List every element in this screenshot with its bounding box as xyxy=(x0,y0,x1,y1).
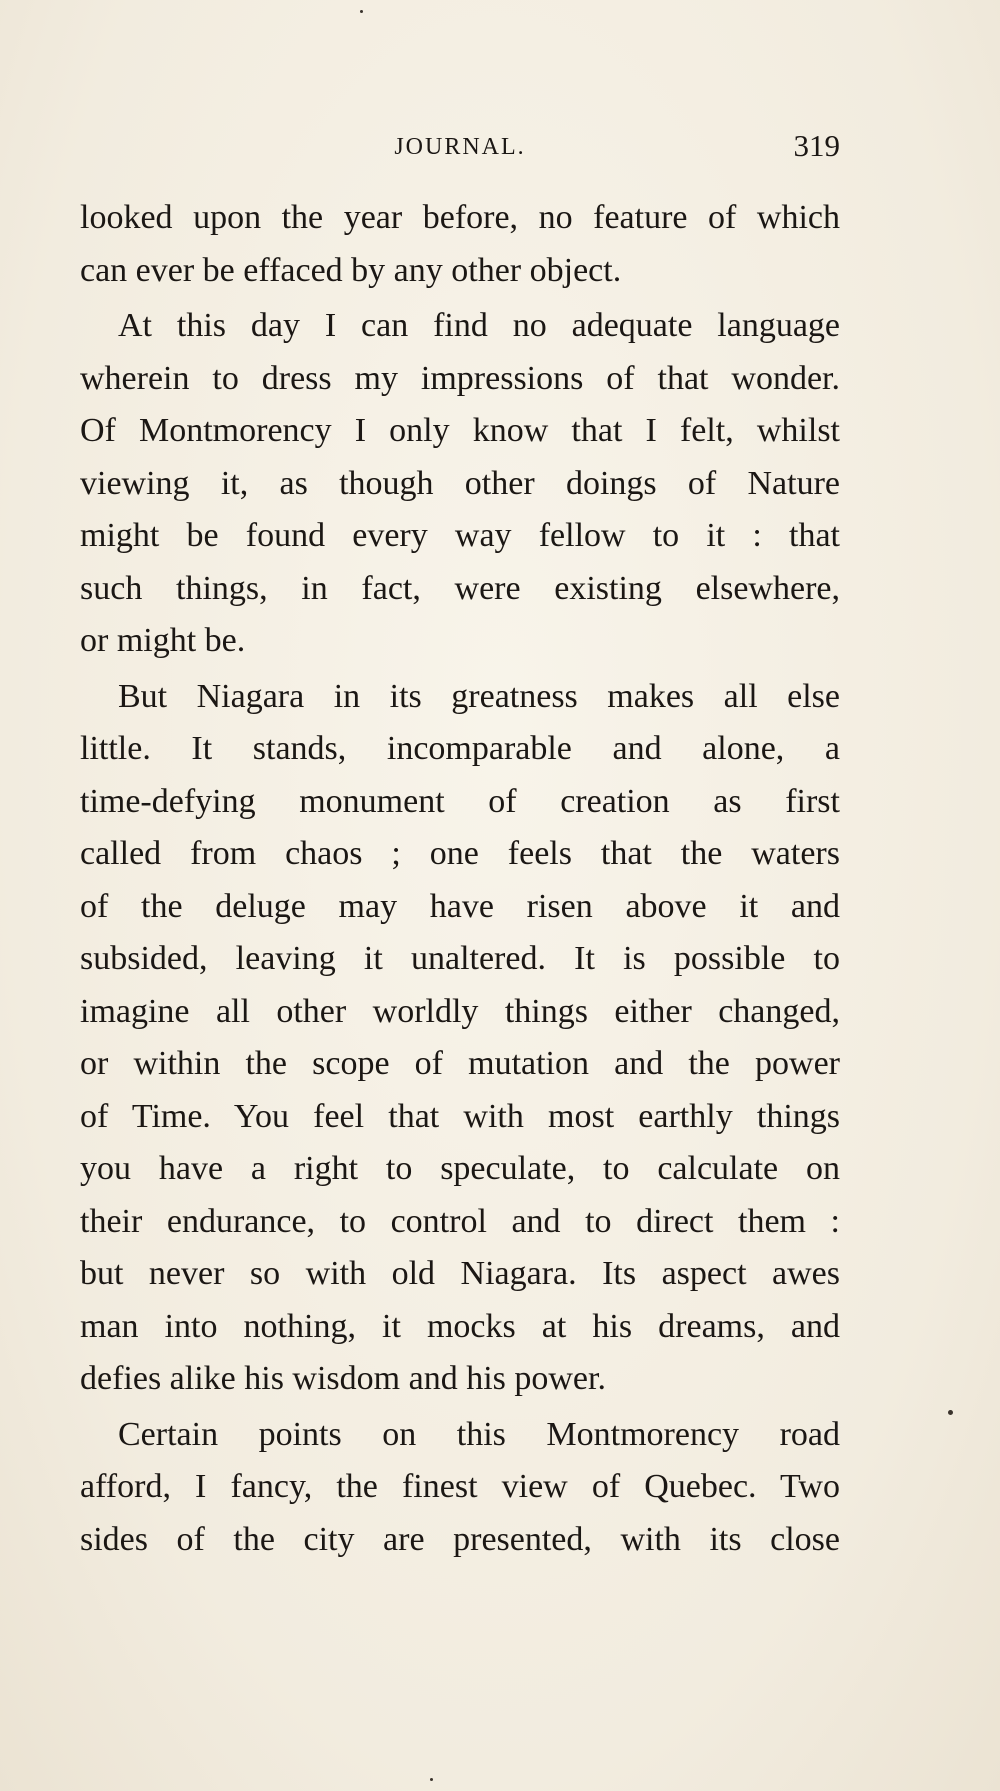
text-line: of Time. You feel that with most earthly things xyxy=(80,1097,840,1135)
text-line: of the deluge may have risen above it and xyxy=(80,887,840,925)
paragraph-1 xyxy=(80,192,840,297)
text-line: little. It stands, incomparable and alone, a xyxy=(80,730,840,767)
text-line: but never so with old Niagara. Its aspect awes xyxy=(80,1255,840,1292)
text-line: might be found every way fellow to it : that xyxy=(80,517,840,554)
text-line: Of Montmorency I only know that I felt, whilst xyxy=(80,412,840,449)
paper-speck xyxy=(430,1778,433,1781)
text-line: such things, in fact, were existing elsewhere, xyxy=(80,569,840,607)
text-line: defies alike his wisdom and his power. xyxy=(80,1360,606,1397)
text-line: their endurance, to control and to direct them : xyxy=(80,1202,840,1240)
text-line: looked upon the year before, no feature of which xyxy=(80,199,840,236)
text-line: sides of the city are presented, with its close xyxy=(80,1520,840,1558)
text-line: time-defying monument of creation as first xyxy=(80,782,840,820)
running-title: JOURNAL. xyxy=(394,134,526,160)
running-head xyxy=(80,128,840,168)
text-line: you have a right to speculate, to calculate on xyxy=(80,1150,840,1187)
text-line: Certain points on this Montmorency road xyxy=(118,1415,840,1453)
paragraph-4 xyxy=(80,1409,840,1567)
text-line: can ever be effaced by any other object. xyxy=(80,251,622,289)
body-text xyxy=(80,192,840,1569)
text-line: man into nothing, it mocks at his dreams, and xyxy=(80,1307,840,1345)
paragraph-3 xyxy=(80,671,840,1406)
text-line: wherein to dress my impressions of that wonder. xyxy=(80,359,840,397)
text-line: imagine all other worldly things either changed, xyxy=(80,992,840,1030)
text-line: afford, I fancy, the finest view of Quebec. Two xyxy=(80,1468,840,1505)
paper-speck xyxy=(948,1410,953,1415)
text-line: But Niagara in its greatness makes all else xyxy=(118,677,840,715)
text-line: or within the scope of mutation and the power xyxy=(80,1045,840,1082)
paper-speck xyxy=(360,10,363,13)
paragraph-2 xyxy=(80,300,840,668)
page-number: 319 xyxy=(793,128,840,163)
text-line: subsided, leaving it unaltered. It is possible to xyxy=(80,940,840,977)
text-line: viewing it, as though other doings of Nature xyxy=(80,464,840,502)
text-line: At this day I can find no adequate language xyxy=(118,307,840,344)
text-line: called from chaos ; one feels that the waters xyxy=(80,835,840,872)
text-line: or might be. xyxy=(80,622,246,659)
